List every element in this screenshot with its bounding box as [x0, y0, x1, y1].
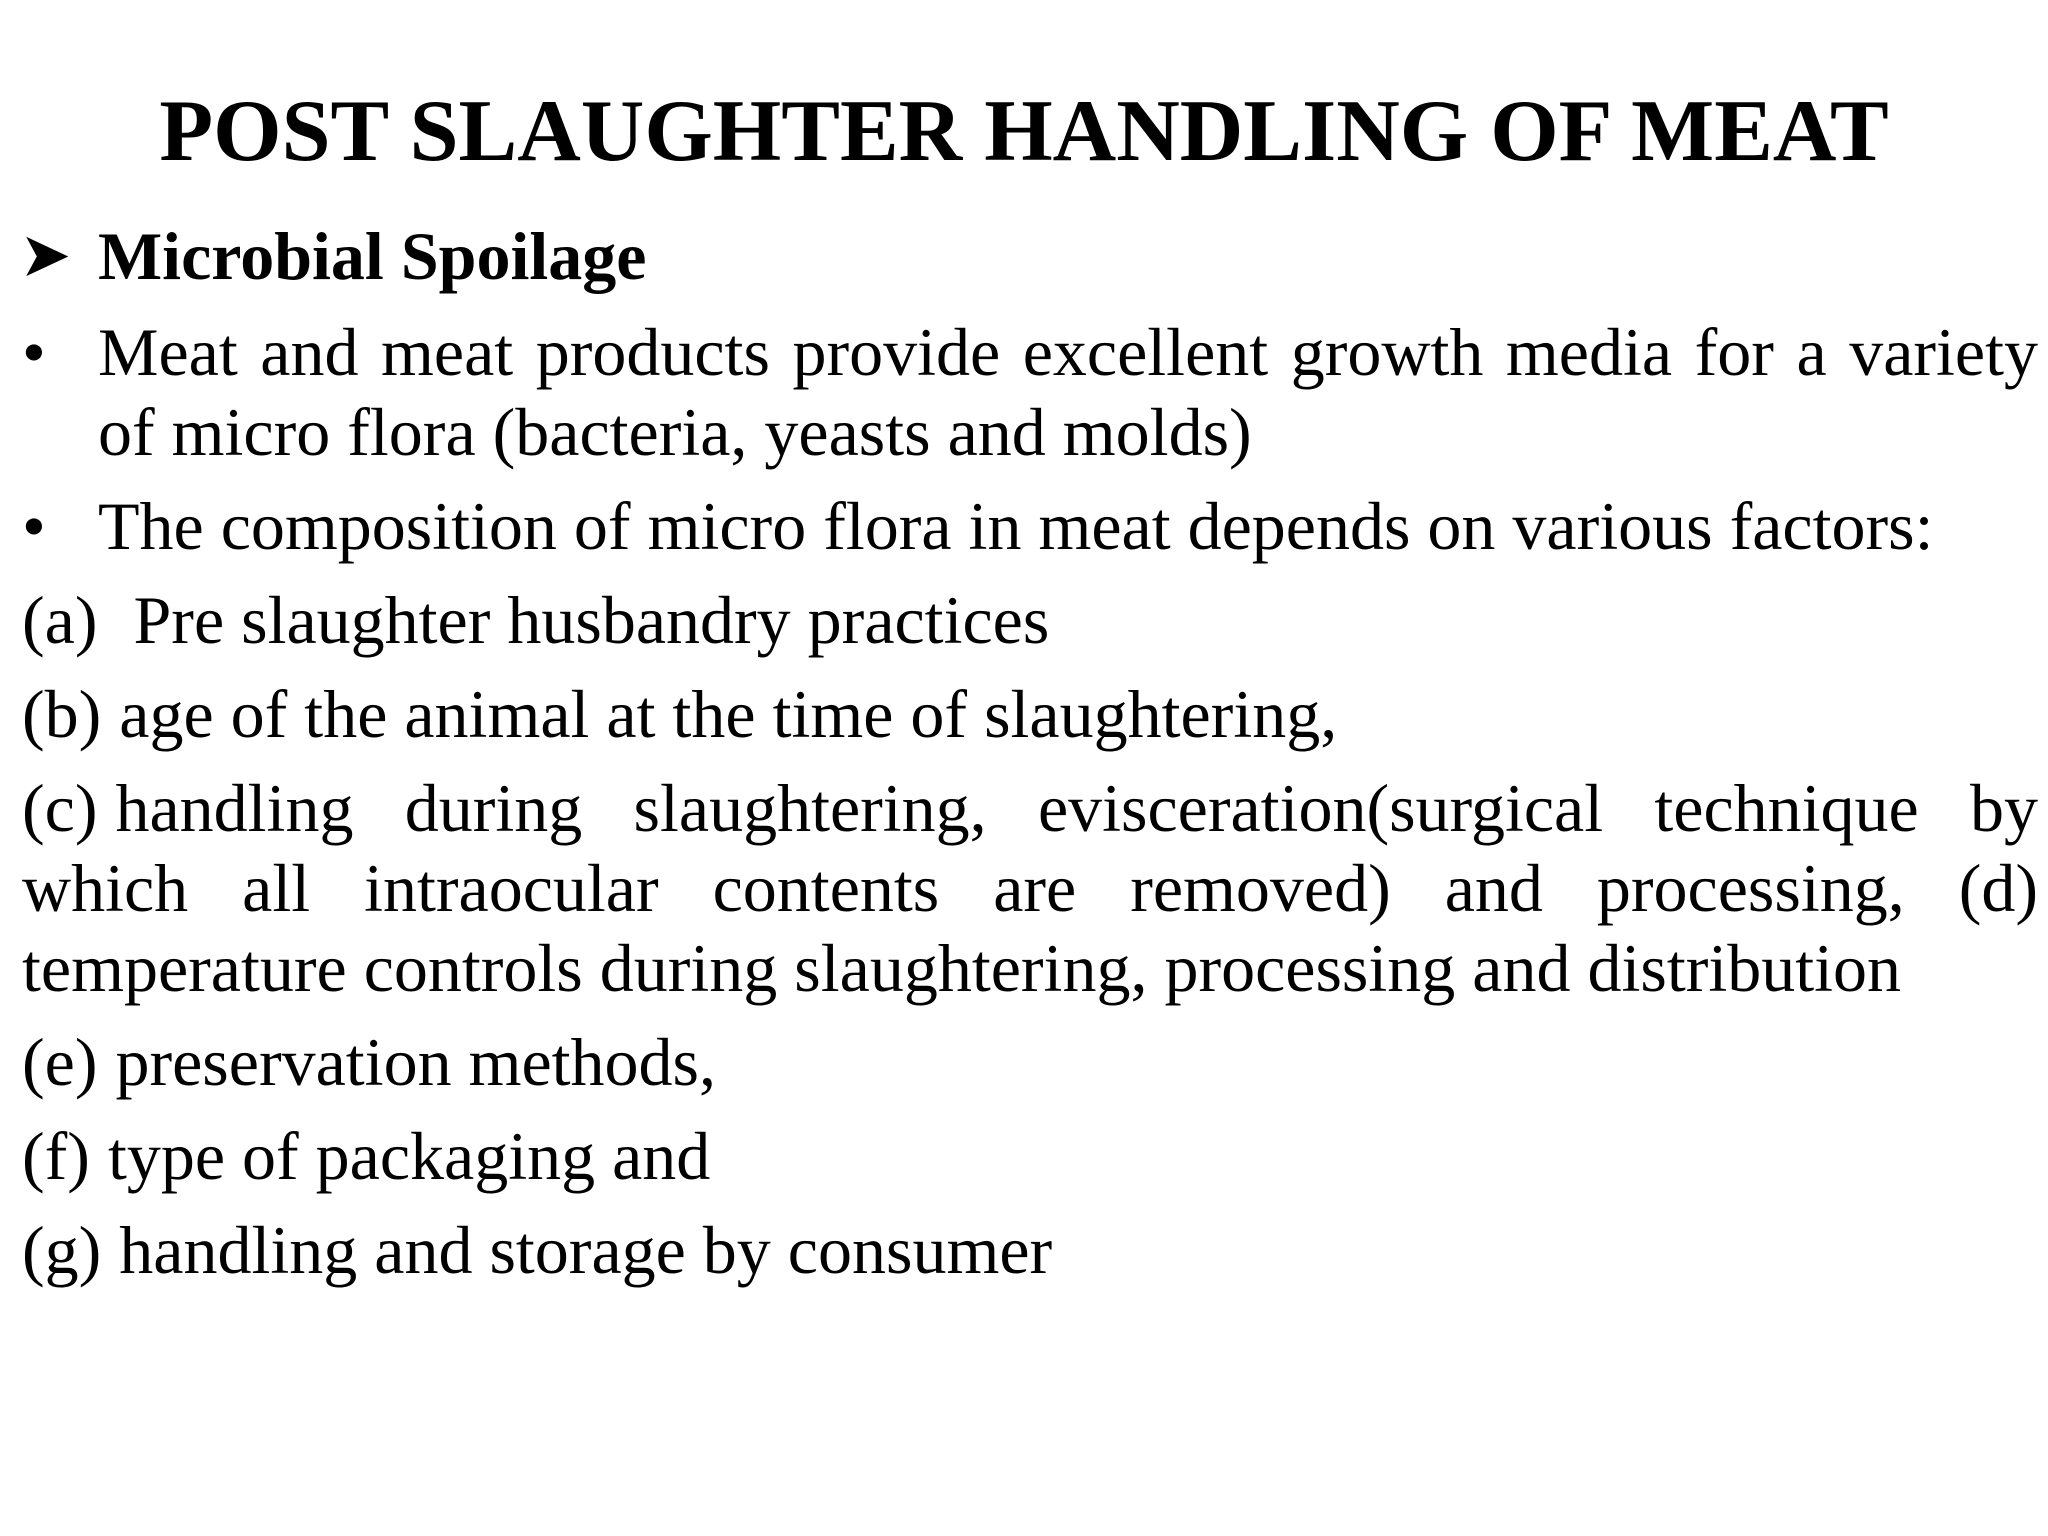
factor-item-f	[22, 1116, 2038, 1196]
factor-label: (e)	[22, 1024, 98, 1100]
slide-content	[22, 214, 2038, 1290]
factor-label: (g)	[22, 1212, 102, 1288]
factor-label: (b)	[22, 676, 102, 752]
factor-text: age of the animal at the time of slaughtering,	[119, 676, 1338, 752]
factor-text: handling and storage by consumer	[119, 1212, 1053, 1288]
factor-item-b	[22, 674, 2038, 754]
factor-text: preservation methods,	[115, 1024, 716, 1100]
factor-label: (a)	[22, 582, 98, 658]
slide-title: POST SLAUGHTER HANDLING OF MEAT	[159, 83, 1889, 180]
factor-item-e	[22, 1022, 2038, 1102]
bullet-text: Meat and meat products provide excellent growth media for a variety of micro flora (bacteria, yeasts and molds)	[98, 314, 2038, 470]
bullet-item	[22, 486, 2038, 566]
factor-label: (f)	[22, 1118, 90, 1194]
factor-item-g	[22, 1210, 2038, 1290]
section-heading-text: Microbial Spoilage	[98, 218, 647, 294]
factor-item-c	[22, 768, 2038, 1008]
bullet-text: The composition of micro flora in meat depends on various factors:	[98, 488, 1934, 564]
factor-text: Pre slaughter husbandry practices	[133, 582, 1050, 658]
factor-label: (c)	[22, 770, 98, 846]
section-heading	[22, 214, 2038, 298]
arrow-bullet-icon: ➤	[22, 225, 69, 287]
bullet-item	[22, 312, 2038, 472]
factor-text: handling during slaughtering, evisceration(surgical technique by which all intraocular contents are removed) and processing, (d) temperature controls during slaughtering, processing and distribution	[22, 770, 2038, 1006]
factor-item-a	[22, 580, 2038, 660]
bullet-dot-icon: •	[22, 314, 46, 390]
factor-text: type of packaging and	[107, 1118, 711, 1194]
bullet-dot-icon: •	[22, 488, 46, 564]
